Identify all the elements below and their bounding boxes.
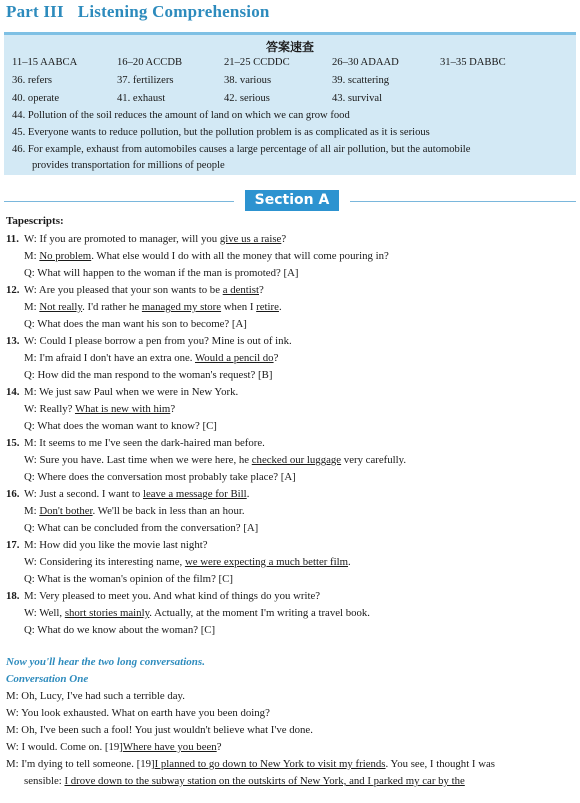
underlined-phrase: Would a pencil do — [194, 352, 274, 364]
dialogue-line: M: It seems to me I've seen the dark-haired man before. — [24, 437, 265, 449]
dialogue-line: W: If you are promoted to manager, will you give us a raise? — [24, 233, 287, 245]
question-number: 18. — [6, 590, 20, 602]
answer-cell: 42. serious — [224, 93, 270, 104]
dialogue-line: W: Could I please borrow a pen from you? Mine is out of ink. — [24, 335, 292, 347]
underlined-phrase: we were expecting a much better film — [184, 556, 349, 568]
underlined-phrase: short stories mainly — [64, 607, 150, 619]
answer-45: 45. Everyone wants to reduce pollution, but the pollution problem is as complicated as it is serious — [12, 127, 430, 138]
conversation-one-heading: Conversation One — [6, 673, 89, 685]
answer-cell: 21–25 CCDDC — [224, 57, 290, 68]
underlined-phrase: retire — [256, 301, 279, 313]
question-line: Q: What do we know about the woman? [C] — [24, 624, 216, 636]
answer-cell: 38. various — [224, 75, 272, 86]
section-rule-left — [4, 201, 234, 202]
question-line: Q: Where does the conversation most probably take place? [A] — [24, 471, 296, 483]
answer-cell: 37. fertilizers — [117, 75, 174, 86]
dialogue-line: M: Very pleased to meet you. And what kind of things do you write? — [24, 590, 321, 602]
long-conversations-intro: Now you'll hear the two long conversations. — [6, 656, 205, 668]
question-number: 16. — [6, 488, 20, 500]
answer-cell: 26–30 ADAAD — [332, 57, 399, 68]
underlined-phrase: managed my store — [141, 301, 222, 313]
dialogue-line: M: Not really. I'd rather he managed my store when I retire. — [24, 301, 282, 313]
question-number: 14. — [6, 386, 20, 398]
underlined-phrase: checked our luggage — [251, 454, 342, 466]
underlined-phrase: leave a message for Bill — [142, 488, 247, 500]
underlined-phrase: No problem — [39, 250, 92, 262]
dialogue-line: W: Sure you have. Last time when we were here, he checked our luggage very carefully. — [24, 454, 407, 466]
dialogue-line: M: I'm dying to tell someone. [19]I planned to go down to New York to visit my friends. You see, I thought I was — [6, 758, 495, 770]
question-number: 12. — [6, 284, 20, 296]
answer-key-heading: 答案速查 — [265, 40, 314, 54]
answer-key-box — [4, 32, 576, 175]
question-line: Q: What can be concluded from the conversation? [A] — [24, 522, 259, 534]
dialogue-line: W: Considering its interesting name, we were expecting a much better film. — [24, 556, 351, 568]
question-line: Q: What will happen to the woman if the man is promoted? [A] — [24, 267, 299, 279]
dialogue-line: W: I would. Come on. [19]Where have you been? — [6, 741, 222, 753]
answer-cell: 36. refers — [12, 75, 53, 86]
dialogue-line: M: How did you like the movie last night? — [24, 539, 208, 551]
section-rule-right — [350, 201, 576, 202]
answer-cell: 40. operate — [12, 93, 60, 104]
question-number: 11. — [6, 233, 19, 245]
answer-cell: 39. scattering — [332, 75, 390, 86]
underlined-phrase: Not really — [39, 301, 83, 313]
answer-46-line2: provides transportation for millions of people — [32, 160, 225, 171]
underlined-phrase: Where have you been — [122, 741, 217, 753]
section-a-badge: Section A — [245, 190, 339, 211]
answer-cell: 43. survival — [332, 93, 383, 104]
answer-cell: 41. exhaust — [117, 93, 166, 104]
underlined-phrase: Don't bother — [39, 505, 93, 517]
question-number: 15. — [6, 437, 20, 449]
question-line: Q: What does the woman want to know? [C] — [24, 420, 217, 432]
underlined-phrase: I drove down to the subway station on the outskirts of New York, and I parked my car by the — [64, 775, 465, 787]
dialogue-line: M: We just saw Paul when we were in New York. — [24, 386, 239, 398]
tapescripts-label: Tapescripts: — [6, 215, 64, 227]
dialogue-line: M: Oh, I've been such a fool! You just wouldn't believe what I've done. — [6, 724, 313, 736]
page-title — [6, 2, 270, 22]
dialogue-line: W: Just a second. I want to leave a message for Bill. — [24, 488, 250, 500]
question-line: Q: What does the man want his son to become? [A] — [24, 318, 247, 330]
dialogue-line: W: Are you pleased that your son wants to be a dentist? — [24, 284, 264, 296]
dialogue-line: W: Well, short stories mainly. Actually, at the moment I'm writing a travel book. — [24, 607, 371, 619]
dialogue-line: M: I'm afraid I don't have an extra one. Would a pencil do? — [24, 352, 279, 364]
answer-46-line1: 46. For example, exhaust from automobiles causes a large percentage of all air pollution, but the automobile — [12, 144, 471, 155]
dialogue-line: W: Really? What is new with him? — [24, 403, 176, 415]
dialogue-line: M: Oh, Lucy, I've had such a terrible day. — [6, 690, 185, 702]
question-line: Q: What is the woman's opinion of the film? [C] — [24, 573, 233, 585]
part-title: Listening Comprehension — [77, 2, 270, 21]
question-number: 13. — [6, 335, 20, 347]
answer-44: 44. Pollution of the soil reduces the amount of land on which we can grow food — [12, 110, 350, 121]
answer-cell: 31–35 DABBC — [440, 57, 506, 68]
dialogue-line: W: You look exhausted. What on earth have you been doing? — [6, 707, 270, 719]
part-number: Part III — [6, 2, 64, 21]
underlined-phrase: What is new with him — [74, 403, 171, 415]
answer-cell: 11–15 AABCA — [12, 57, 78, 68]
underlined-phrase: give us a raise — [219, 233, 282, 245]
underlined-phrase: a dentist — [222, 284, 259, 296]
dialogue-line: M: No problem. What else would I do with all the money that will come pouring in? — [24, 250, 389, 262]
question-number: 17. — [6, 539, 20, 551]
underlined-phrase: I planned to go down to New York to visit my friends — [154, 758, 386, 770]
question-line: Q: How did the man respond to the woman's request? [B] — [24, 369, 273, 381]
dialogue-line: M: Don't bother. We'll be back in less than an hour. — [24, 505, 245, 517]
dialogue-line: sensible: I drove down to the subway station on the outskirts of New York, and I parked my car by the — [24, 775, 465, 787]
answer-cell: 16–20 ACCDB — [117, 57, 183, 68]
